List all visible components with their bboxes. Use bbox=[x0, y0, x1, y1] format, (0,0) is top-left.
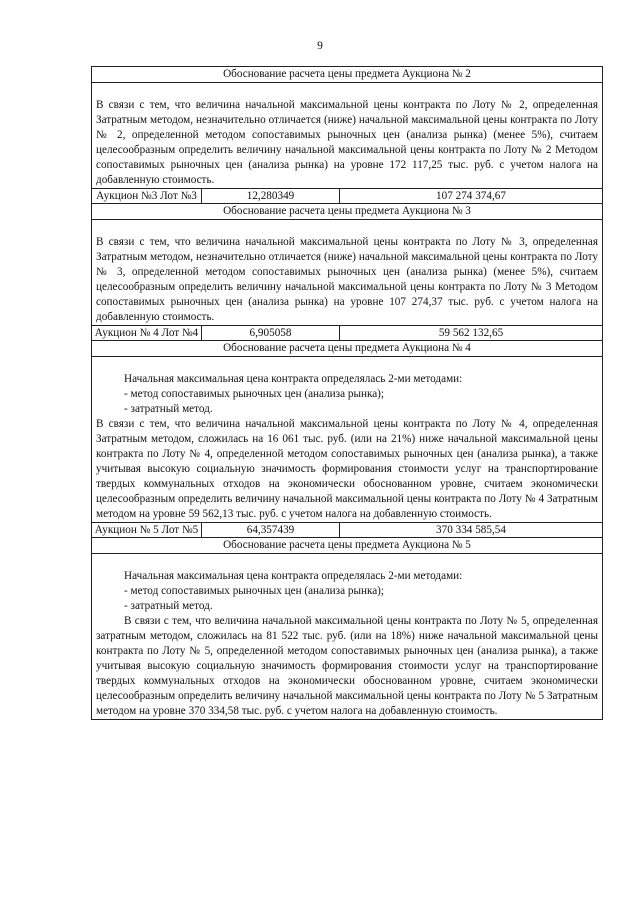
section-body bbox=[92, 357, 603, 523]
lot-row-5 bbox=[92, 523, 603, 538]
heading-row-auction-2 bbox=[92, 67, 603, 83]
section-heading: Обоснование расчета цены предмета Аукциона № 2 bbox=[92, 67, 603, 83]
page-number: 9 bbox=[317, 40, 323, 52]
method-item: - затратный метод. bbox=[124, 600, 213, 612]
lot-coefficient: 64,357439 bbox=[202, 523, 340, 538]
lot-price: 370 334 585,54 bbox=[340, 523, 603, 538]
heading-row-auction-5 bbox=[92, 538, 603, 554]
lot-coefficient: 6,905058 bbox=[202, 326, 340, 341]
lot-price: 107 274 374,67 bbox=[340, 189, 603, 204]
method-item: - метод сопоставимых рыночных цен (анализа рынка); bbox=[124, 388, 385, 400]
lot-price: 59 562 132,65 bbox=[340, 326, 603, 341]
section-heading: Обоснование расчета цены предмета Аукциона № 3 bbox=[92, 204, 603, 220]
lot-row-4 bbox=[92, 326, 603, 341]
lot-row-3 bbox=[92, 189, 603, 204]
method-item: - затратный метод. bbox=[124, 403, 213, 415]
price-justification-table bbox=[91, 66, 603, 720]
justification-text: В связи с тем, что величина начальной максимальной цены контракта по Лоту № 4, определенная Затратным методом, сложилась на 16 061 тыс. руб. (или на 21%) ниже начальной максимальной цены контракта по Лоту № 4, определенной методом сопоставимых рыночных цен (анализа рынка), а также учитывая высокую социальную значимость формирования стоимости услуг на транспортирование твердых коммунальных отходов на экономически обоснованном уровне, считаем экономически целесообразным определить величину начальной максимальной цены контракта по Лоту № 4 Затратным методом на уровне 59 562,13 тыс. руб. с учетом налога на добавленную стоимость. bbox=[96, 418, 598, 520]
section-heading: Обоснование расчета цены предмета Аукциона № 4 bbox=[92, 341, 603, 357]
section-heading: Обоснование расчета цены предмета Аукциона № 5 bbox=[92, 538, 603, 554]
heading-row-auction-4 bbox=[92, 341, 603, 357]
lot-name: Аукцион №3 Лот №3 bbox=[92, 189, 202, 204]
lot-name: Аукцион № 4 Лот №4 bbox=[92, 326, 202, 341]
lot-coefficient: 12,280349 bbox=[202, 189, 340, 204]
body-row-auction-3 bbox=[92, 220, 603, 326]
method-item: - метод сопоставимых рыночных цен (анализа рынка); bbox=[124, 585, 385, 597]
methods-intro: Начальная максимальная цена контракта определялась 2-ми методами: bbox=[124, 570, 463, 582]
body-row-auction-4 bbox=[92, 357, 603, 523]
justification-text: В связи с тем, что величина начальной максимальной цены контракта по Лоту № 3, определенная Затратным методом, незначительно отличается (ниже) начальной максимальной цены контракта по Лоту № 3, определенной методом сопоставимых рыночных цен (анализа рынка) (менее 5%), считаем целесообразным определить величину начальной максимальной цены контракта по Лоту № 3 Методом сопоставимых рыночных цен (анализа рынка) на уровне 107 274,37 тыс. руб. с учетом налога на добавленную стоимость. bbox=[96, 236, 598, 323]
heading-row-auction-3 bbox=[92, 204, 603, 220]
justification-text: В связи с тем, что величина начальной максимальной цены контракта по Лоту № 2, определенная Затратным методом, незначительно отличается (ниже) начальной максимальной цены контракта по Лоту № 2, определенной методом сопоставимых рыночных цен (анализа рынка) (менее 5%), считаем целесообразным определить величину начальной максимальной цены контракта по Лоту № 2 Методом сопоставимых рыночных цен (анализа рынка) на уровне 172 117,25 тыс. руб. с учетом налога на добавленную стоимость. bbox=[96, 99, 598, 186]
lot-name: Аукцион № 5 Лот №5 bbox=[92, 523, 202, 538]
section-body bbox=[92, 554, 603, 720]
justification-text: В связи с тем, что величина начальной максимальной цены контракта по Лоту № 5, определенная затратным методом, сложилась на 81 522 тыс. руб. (или на 18%) ниже начальной максимальной цены контракта по Лоту № 5, определенной методом сопоставимых рыночных цен (анализа рынка), а также учитывая высокую социальную значимость формирования стоимости услуг на транспортирование твердых коммунальных отходов на экономически обоснованном уровне, считаем экономически целесообразным определить величину начальной максимальной цены контракта по Лоту № 5 Затратным методом на уровне 370 334,58 тыс. руб. с учетом налога на добавленную стоимость. bbox=[96, 615, 598, 717]
body-row-auction-5 bbox=[92, 554, 603, 720]
section-body bbox=[92, 83, 603, 189]
body-row-auction-2 bbox=[92, 83, 603, 189]
methods-intro: Начальная максимальная цена контракта определялась 2-ми методами: bbox=[124, 373, 463, 385]
section-body bbox=[92, 220, 603, 326]
